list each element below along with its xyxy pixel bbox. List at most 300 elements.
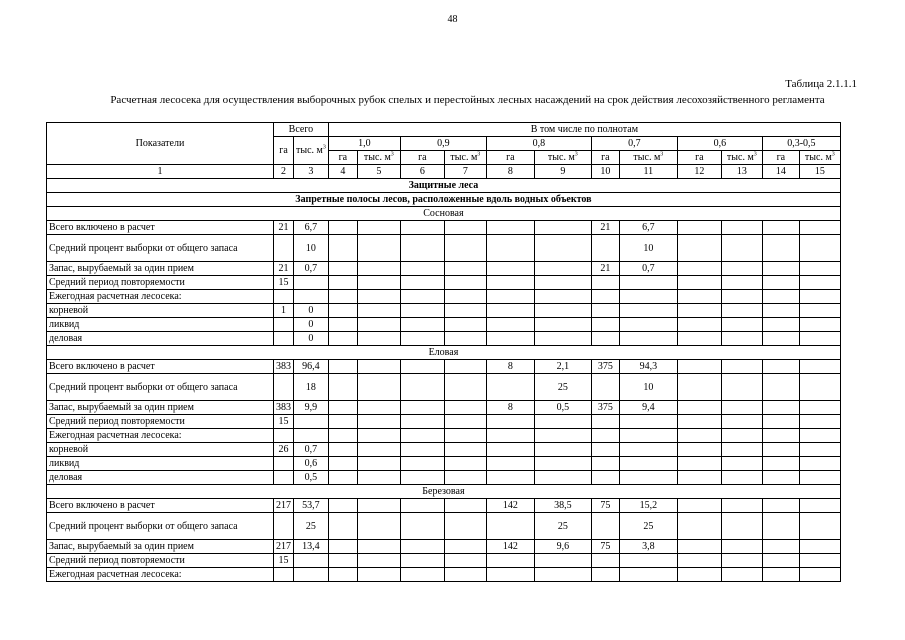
unit-ga-header: га [762,151,799,165]
table-cell [357,374,400,401]
table-cell [721,513,762,540]
by-density-header: В том числе по полнотам [328,123,840,137]
table-cell [591,471,619,485]
row-label: ликвид [47,318,274,332]
table-cell: 96,4 [294,360,329,374]
table-cell [799,221,840,235]
row-label: Всего включено в расчет [47,360,274,374]
table-cell [619,457,677,471]
table-cell [534,235,591,262]
table-cell [799,235,840,262]
table-cell [444,374,486,401]
table-cell [677,221,721,235]
table-cell: 21 [274,262,294,276]
table-cell [444,401,486,415]
section-row [47,485,841,499]
table-cell [799,276,840,290]
table-cell [486,235,534,262]
table-cell [357,290,400,304]
table-cell [357,568,400,582]
section-title: Запретные полосы лесов, расположенные вдоль водных объектов [47,193,841,207]
row-label: Средний период повторяемости [47,415,274,429]
table-cell [274,318,294,332]
table-cell [400,499,444,513]
table-cell [444,221,486,235]
table-cell [799,568,840,582]
table-cell [591,304,619,318]
column-number: 13 [721,165,762,179]
table-cell [799,499,840,513]
table-cell [619,429,677,443]
table-cell [274,568,294,582]
table-cell [762,568,799,582]
unit-tys-header: тыс. $м^3$ [357,151,400,165]
header-row-1 [47,123,841,137]
table-cell: 25 [534,513,591,540]
table-cell [619,443,677,457]
table-cell [400,401,444,415]
unit-tys-header: тыс. $м^3$ [534,151,591,165]
table-cell [534,276,591,290]
table-cell [274,332,294,346]
table-cell [328,568,357,582]
table-cell [444,235,486,262]
table-cell [677,318,721,332]
table-cell: 94,3 [619,360,677,374]
table-cell [486,443,534,457]
table-label: Таблица 2.1.1.1 [785,78,857,90]
table-cell: 6,7 [294,221,329,235]
table-cell [762,360,799,374]
table-cell [677,513,721,540]
table-cell [534,568,591,582]
table-cell [762,429,799,443]
section-row [47,207,841,221]
table-cell [444,318,486,332]
table-row [47,457,841,471]
table-cell [677,401,721,415]
table-cell [400,276,444,290]
table-cell [357,235,400,262]
table-cell [328,318,357,332]
table-cell [328,554,357,568]
table-cell: 25 [534,374,591,401]
table-cell: 383 [274,401,294,415]
table-row [47,554,841,568]
table-row [47,332,841,346]
table-cell [799,471,840,485]
table-cell [799,332,840,346]
table-cell: 75 [591,499,619,513]
table-cell [444,513,486,540]
table-cell [677,471,721,485]
table-cell: 375 [591,401,619,415]
row-label: корневой [47,304,274,318]
table-cell [357,499,400,513]
table-cell [721,221,762,235]
table-cell: 15,2 [619,499,677,513]
total-header: Всего [274,123,329,137]
table-cell [677,415,721,429]
table-cell: 18 [294,374,329,401]
table-cell [328,471,357,485]
table-cell [534,221,591,235]
table-cell [762,443,799,457]
table-cell [328,513,357,540]
table-cell [444,360,486,374]
column-number: 1 [47,165,274,179]
table-row [47,401,841,415]
table-cell [274,374,294,401]
table-cell: 6,7 [619,221,677,235]
table-cell: 10 [619,374,677,401]
table-cell: 15 [274,554,294,568]
unit-tys-header: тыс. $м^3$ [799,151,840,165]
table-cell: 217 [274,540,294,554]
section-title: Еловая [47,346,841,360]
table-cell [274,457,294,471]
table-cell [534,318,591,332]
table-cell [762,471,799,485]
table-cell [591,318,619,332]
row-label: ликвид [47,457,274,471]
table-cell [721,568,762,582]
unit-ga-header: га [591,151,619,165]
table-cell: 21 [274,221,294,235]
density-header: 0,9 [400,137,486,151]
row-label: Ежегодная расчетная лесосека: [47,429,274,443]
table-cell [328,332,357,346]
table-cell: 0,7 [294,443,329,457]
table-cell: 15 [274,415,294,429]
table-cell [721,401,762,415]
table-cell [400,415,444,429]
table-cell [677,276,721,290]
table-cell [357,221,400,235]
table-cell: 15 [274,276,294,290]
table-row [47,374,841,401]
column-number: 12 [677,165,721,179]
table-cell [294,554,329,568]
table-cell: 25 [619,513,677,540]
table-caption: Расчетная лесосека для осуществления выборочных рубок спелых и перестойных лесных насаждений на срок действия лесохозяйственного регламента [110,94,825,106]
table-cell [328,540,357,554]
table-cell [534,262,591,276]
column-number: 10 [591,165,619,179]
table-cell [677,360,721,374]
table-cell [619,568,677,582]
table-cell [721,554,762,568]
table-row [47,290,841,304]
table-cell [357,401,400,415]
table-cell [444,429,486,443]
row-label: Ежегодная расчетная лесосека: [47,290,274,304]
table-cell [357,415,400,429]
section-row [47,193,841,207]
column-numbers-row [47,165,841,179]
table-cell [486,262,534,276]
row-label: Всего включено в расчет [47,499,274,513]
table-cell: 142 [486,540,534,554]
table-cell [591,276,619,290]
table-cell [328,499,357,513]
row-label: Средний период повторяемости [47,554,274,568]
table-cell [357,332,400,346]
unit-tys-header: тыс. $м^3$ [619,151,677,165]
table-cell [400,554,444,568]
column-number: 2 [274,165,294,179]
table-cell [762,499,799,513]
column-number: 11 [619,165,677,179]
table-cell [799,318,840,332]
table-cell: 38,5 [534,499,591,513]
table-cell [444,332,486,346]
table-cell [400,290,444,304]
table-cell [619,415,677,429]
table-cell [486,374,534,401]
table-row [47,513,841,540]
table-cell [400,262,444,276]
table-cell [294,415,329,429]
table-row [47,360,841,374]
table-cell [762,540,799,554]
table-cell [677,235,721,262]
density-header: 0,7 [591,137,677,151]
table-row [47,221,841,235]
table-cell [274,235,294,262]
table-cell: 25 [294,513,329,540]
table-cell [619,554,677,568]
table-cell [721,499,762,513]
table-cell [444,262,486,276]
table-cell [677,443,721,457]
table-cell [619,276,677,290]
row-label: Запас, вырубаемый за один прием [47,540,274,554]
table-cell [486,304,534,318]
section-row [47,179,841,193]
table-cell [591,332,619,346]
table-row [47,443,841,457]
table-cell [762,401,799,415]
allowable-cut-table [46,122,841,582]
column-number: 14 [762,165,799,179]
table-cell: 26 [274,443,294,457]
table-cell [486,429,534,443]
section-row [47,346,841,360]
table-cell [400,235,444,262]
table-cell: 0,5 [294,471,329,485]
table-cell [328,276,357,290]
table-cell [799,290,840,304]
table-cell [357,318,400,332]
table-cell [444,415,486,429]
table-cell: 0,5 [534,401,591,415]
table-cell [328,443,357,457]
table-cell [721,374,762,401]
table-cell [486,471,534,485]
table-cell [400,568,444,582]
table-cell [328,457,357,471]
table-cell [799,540,840,554]
table-cell [591,554,619,568]
table-cell [721,443,762,457]
row-label: Средний процент выборки от общего запаса [47,235,274,262]
table-cell [762,332,799,346]
table-cell [444,304,486,318]
table-cell [799,360,840,374]
table-cell: 13,4 [294,540,329,554]
table-cell [294,568,329,582]
table-cell [799,415,840,429]
section-title: Березовая [47,485,841,499]
table-cell [591,457,619,471]
table-cell [677,429,721,443]
table-cell [328,360,357,374]
table-cell [762,374,799,401]
table-cell [721,276,762,290]
table-cell: 142 [486,499,534,513]
table-cell [274,471,294,485]
column-number: 8 [486,165,534,179]
table-cell: 0 [294,332,329,346]
table-cell: 75 [591,540,619,554]
table-cell [400,318,444,332]
table-cell [591,429,619,443]
table-cell [486,290,534,304]
table-cell [444,540,486,554]
row-label: деловая [47,332,274,346]
table-cell [274,290,294,304]
table-cell [619,318,677,332]
row-label: Средний процент выборки от общего запаса [47,513,274,540]
table-cell: 21 [591,262,619,276]
table-cell [328,290,357,304]
table-cell [400,471,444,485]
table-cell [444,554,486,568]
table-cell [677,262,721,276]
table-cell [762,415,799,429]
table-cell [486,568,534,582]
table-cell [444,499,486,513]
table-cell [721,429,762,443]
table-cell [357,360,400,374]
table-cell [721,360,762,374]
table-cell [762,513,799,540]
table-cell: 10 [619,235,677,262]
table-cell [721,304,762,318]
table-cell [619,290,677,304]
table-cell: 2,1 [534,360,591,374]
table-cell [444,443,486,457]
table-cell [534,554,591,568]
table-cell [721,457,762,471]
table-cell: 9,4 [619,401,677,415]
table-cell [721,262,762,276]
table-cell [486,276,534,290]
table-cell [328,235,357,262]
column-number: 3 [294,165,329,179]
table-cell [274,513,294,540]
table-cell [721,332,762,346]
table-row [47,568,841,582]
unit-tys-header: тыс. $м^3$ [444,151,486,165]
total-tys-header: тыс. $м^3$ [294,137,329,165]
table-cell [799,262,840,276]
table-row [47,276,841,290]
table-cell: 8 [486,401,534,415]
row-label: корневой [47,443,274,457]
table-cell [591,290,619,304]
table-row [47,262,841,276]
table-cell [534,443,591,457]
column-number: 9 [534,165,591,179]
table-cell [677,332,721,346]
page-number: 48 [447,14,458,25]
table-row [47,499,841,513]
table-cell [677,568,721,582]
table-cell [762,221,799,235]
table-cell [534,471,591,485]
table-row [47,304,841,318]
table-cell [534,415,591,429]
section-title: Сосновая [47,207,841,221]
table-cell [357,262,400,276]
table-row [47,235,841,262]
table-cell [799,429,840,443]
table-cell [721,290,762,304]
table-cell [677,499,721,513]
table-row [47,471,841,485]
table-cell [799,457,840,471]
table-cell [799,374,840,401]
table-cell [486,221,534,235]
table-cell [328,221,357,235]
table-cell [762,304,799,318]
row-label: Ежегодная расчетная лесосека: [47,568,274,582]
table-cell [486,457,534,471]
table-cell [677,540,721,554]
row-label: Всего включено в расчет [47,221,274,235]
table-cell [762,262,799,276]
table-cell [486,415,534,429]
unit-ga-header: га [400,151,444,165]
unit-tys-header: тыс. $м^3$ [721,151,762,165]
table-cell [400,443,444,457]
table-row [47,540,841,554]
total-ga-header: га [274,137,294,165]
table-cell [486,513,534,540]
table-cell [294,276,329,290]
table-cell: 9,9 [294,401,329,415]
table-cell: 0 [294,304,329,318]
table-row [47,415,841,429]
table-cell [591,374,619,401]
column-number: 5 [357,165,400,179]
table-cell [357,276,400,290]
table-cell [591,513,619,540]
table-cell [274,429,294,443]
unit-ga-header: га [677,151,721,165]
table-cell [799,304,840,318]
table-cell [400,429,444,443]
density-header: 0,3-0,5 [762,137,840,151]
table-cell [400,374,444,401]
table-cell [534,332,591,346]
table-cell [328,262,357,276]
table-cell [400,221,444,235]
density-header: 0,8 [486,137,591,151]
table-cell [444,568,486,582]
